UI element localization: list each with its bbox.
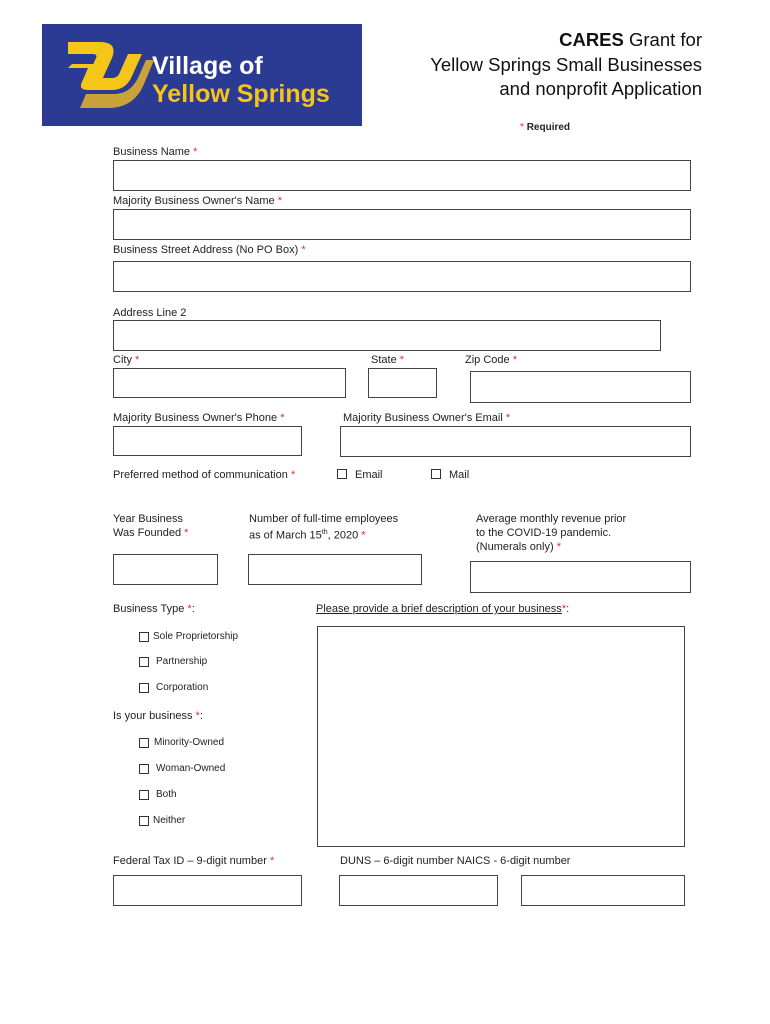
revenue-line2: to the COVID-19 pandemic. [476, 527, 612, 539]
revenue-input[interactable] [471, 562, 690, 592]
address-line2-label: Address Line 2 [113, 307, 187, 319]
business-type-label [113, 602, 195, 616]
description-field[interactable] [317, 626, 685, 847]
type-partnership-label: Partnership [156, 656, 208, 667]
revenue-line1: Average monthly revenue prior [476, 513, 627, 525]
required-note [520, 121, 570, 135]
required-asterisk: * [184, 527, 189, 539]
required-asterisk: * [556, 541, 561, 553]
year-founded-line2: Was Founded [113, 527, 182, 539]
address-line2-input[interactable] [114, 321, 660, 350]
year-founded-field[interactable] [113, 554, 218, 585]
owner-phone-field[interactable] [113, 426, 302, 456]
owner-phone-label [113, 411, 284, 425]
required-asterisk: * [193, 146, 198, 158]
comm-email-label: Email [355, 469, 383, 481]
required-asterisk: * [301, 244, 306, 256]
owner-email-label [343, 411, 510, 425]
colon: : [566, 603, 570, 615]
year-founded-label [113, 512, 188, 540]
required-asterisk: * [280, 412, 285, 424]
title-rest: Grant for [623, 29, 702, 50]
required-asterisk: * [505, 412, 511, 424]
duns-field[interactable] [339, 875, 498, 906]
employees-line2a: as of March 15 [249, 529, 322, 542]
title-line2: Yellow Springs Small Businesses [430, 53, 702, 75]
type-sole-proprietorship-checkbox[interactable] [139, 632, 149, 642]
owner-phone-text: Majority Business Owner's Phone [113, 412, 278, 424]
comm-method-label [113, 468, 295, 482]
woman-owned-checkbox[interactable] [139, 764, 149, 774]
colon: : [199, 710, 203, 722]
required-asterisk: * [520, 122, 524, 133]
street-address-label [113, 243, 306, 257]
both-label: Both [156, 789, 177, 800]
required-asterisk: * [187, 603, 192, 615]
duns-naics-label: DUNS – 6-digit number NAICS - 6-digit number [340, 855, 571, 867]
required-asterisk: * [277, 195, 282, 207]
revenue-field[interactable] [470, 561, 691, 593]
description-text: Please provide a brief description of your business [316, 603, 562, 615]
comm-method-text: Preferred method of communication [113, 469, 288, 481]
tax-id-text: Federal Tax ID – 9-digit number [113, 855, 267, 867]
naics-input[interactable] [522, 876, 684, 905]
comm-email-checkbox[interactable] [337, 469, 347, 479]
city-text: City [113, 354, 132, 366]
comm-mail-label: Mail [449, 469, 470, 481]
logo-text-line2: Yellow Springs [152, 80, 330, 108]
tax-id-label [113, 854, 274, 868]
required-asterisk: * [269, 855, 275, 867]
minority-owned-checkbox[interactable] [139, 738, 149, 748]
city-input[interactable] [114, 369, 345, 397]
state-input[interactable] [369, 369, 436, 397]
year-founded-line1: Year Business [113, 513, 183, 525]
city-field[interactable] [113, 368, 346, 398]
revenue-line3: (Numerals only) [476, 541, 554, 553]
owner-name-text: Majority Business Owner's Name [113, 195, 275, 207]
address-line2-field[interactable] [113, 320, 661, 351]
owner-name-input[interactable] [114, 210, 690, 239]
employees-sup: th [321, 529, 328, 536]
description-textarea[interactable] [318, 627, 684, 846]
street-address-text: Business Street Address (No PO Box) [113, 244, 299, 256]
description-label [316, 602, 569, 616]
logo-text-line1: Village of [152, 52, 263, 80]
street-address-input[interactable] [114, 262, 690, 291]
employees-field[interactable] [248, 554, 422, 585]
required-asterisk: * [399, 354, 405, 366]
employees-line2b: , 2020 [327, 529, 359, 542]
business-name-label [113, 145, 197, 159]
employees-input[interactable] [249, 555, 421, 584]
owner-email-field[interactable] [340, 426, 691, 457]
neither-label: Neither [153, 815, 186, 826]
title-bold: CARES [559, 29, 624, 50]
type-partnership-checkbox[interactable] [139, 657, 149, 667]
state-text: State [371, 354, 397, 366]
zip-input[interactable] [471, 372, 690, 402]
revenue-label [476, 512, 626, 554]
business-type-text: Business Type [113, 603, 185, 615]
year-founded-input[interactable] [114, 555, 217, 584]
type-corporation-checkbox[interactable] [139, 683, 149, 693]
zip-label [465, 353, 517, 367]
form-title [430, 28, 702, 102]
required-asterisk: * [195, 710, 200, 722]
required-asterisk: * [561, 603, 567, 615]
required-asterisk: * [361, 529, 366, 542]
required-asterisk: * [512, 354, 517, 366]
owner-name-label [113, 194, 282, 208]
is-your-business-label [113, 709, 203, 723]
business-name-field[interactable] [113, 160, 691, 191]
employees-line1: Number of full-time employees [249, 513, 399, 525]
owner-phone-input[interactable] [114, 427, 301, 455]
village-logo [42, 24, 362, 126]
colon: : [191, 603, 195, 615]
city-label [113, 353, 139, 367]
owner-email-text: Majority Business Owner's Email [343, 412, 503, 424]
business-name-input[interactable] [114, 161, 690, 190]
both-checkbox[interactable] [139, 790, 149, 800]
minority-owned-label: Minority-Owned [154, 737, 225, 748]
type-sole-proprietorship-label: Sole Proprietorship [153, 631, 239, 642]
woman-owned-label: Woman-Owned [156, 763, 226, 774]
type-corporation-label: Corporation [156, 682, 209, 693]
tax-id-input[interactable] [114, 876, 301, 905]
zip-field[interactable] [470, 371, 691, 403]
owner-email-input[interactable] [341, 427, 690, 456]
business-name-text: Business Name [113, 146, 191, 158]
duns-input[interactable] [340, 876, 497, 905]
employees-label [249, 512, 398, 543]
comm-mail-checkbox[interactable] [431, 469, 441, 479]
owner-name-field[interactable] [113, 209, 691, 240]
state-field[interactable] [368, 368, 437, 398]
required-asterisk: * [290, 469, 296, 481]
tax-id-field[interactable] [113, 875, 302, 906]
state-label [371, 353, 404, 367]
required-asterisk: * [135, 354, 140, 366]
title-line3: and nonprofit Application [499, 78, 702, 99]
neither-checkbox[interactable] [139, 816, 149, 826]
zip-text: Zip Code [465, 354, 510, 366]
required-label: Required [526, 122, 571, 133]
street-address-field[interactable] [113, 261, 691, 292]
is-your-business-text: Is your business [113, 710, 193, 722]
naics-field[interactable] [521, 875, 685, 906]
